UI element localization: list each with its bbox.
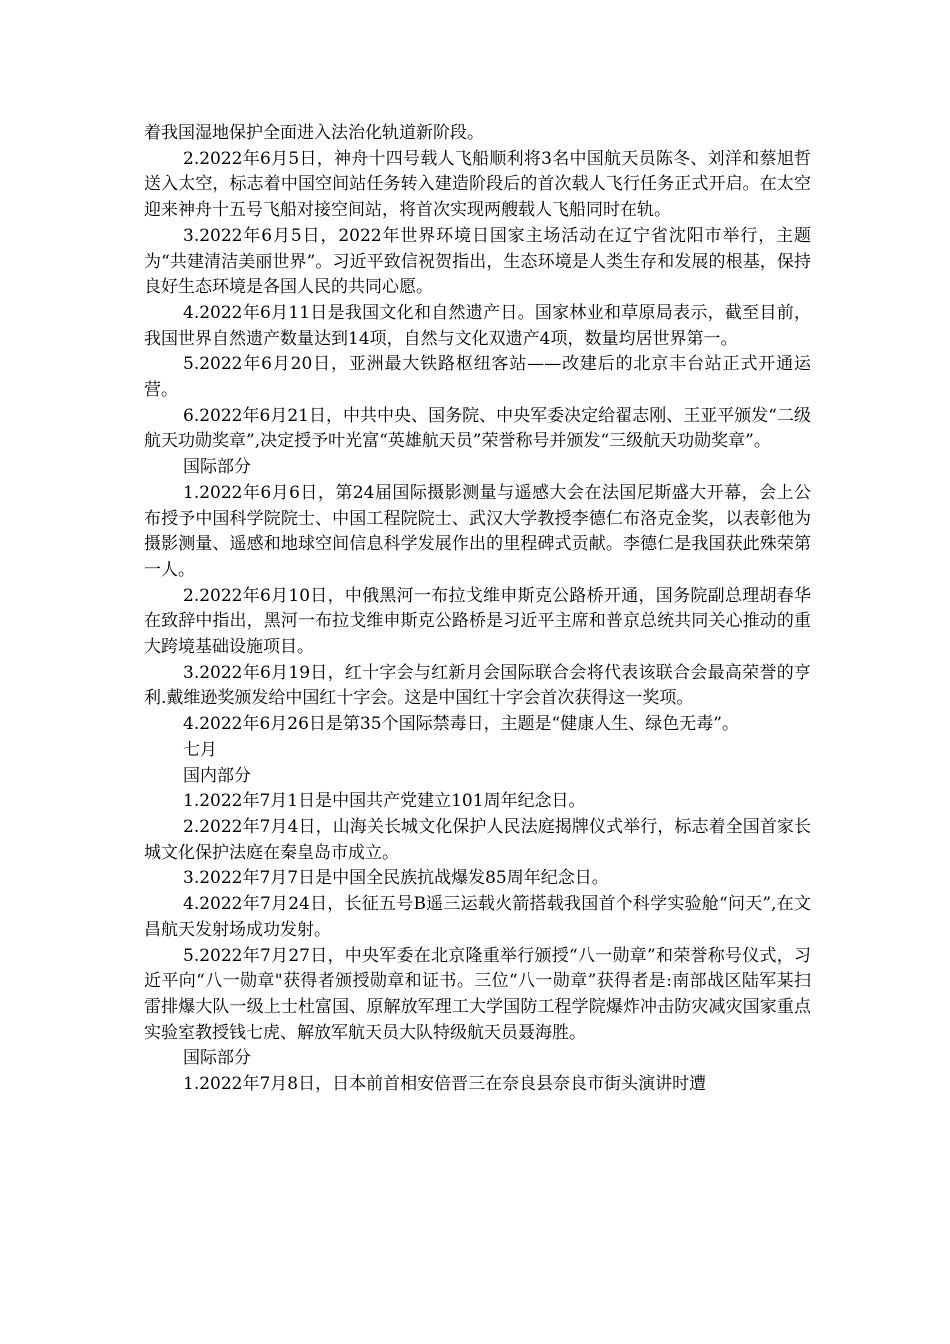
paragraph: 3.2022年6月19日，红十字会与红新月会国际联合会将代表该联合会最高荣誉的亨利.戴维逊奖颁发给中国红十字会。这是中国红十字会首次获得这一奖项。 (144, 662, 811, 709)
paragraph: 着我国湿地保护全面进入法治化轨道新阶段。 (144, 123, 484, 143)
paragraph: 1.2022年6月6日，第24届国际摄影测量与遥感大会在法国尼斯盛大开幕，会上公布授予中国科学院院士、中国工程院院士、武汉大学教授李德仁布洛克金奖，以表彰他为摄影测量、遥感和地球空间信息科学发展作出的里程碑式贡献。李德仁是我国获此殊荣第一人。 (144, 482, 811, 580)
section-heading: 国内部分 (183, 765, 251, 786)
paragraph: 2.2022年6月5日，神舟十四号载人飞船顺利将3名中国航天员陈冬、刘洋和蔡旭哲送入太空，标志着中国空间站任务转入建造阶段后的首次载人飞行任务正式开启。在太空迎来神舟十五号飞船对接空间站，将首次实现两艘载人飞船同时在轨。 (144, 148, 811, 221)
paragraph: 5.2022年7月27日，中央军委在北京隆重举行颁授“八一勋章”和荣誉称号仪式，习近平向“八一勋章"获得者颁授勋章和证书。三位“八一勋章”获得者是:南部战区陆军某扫雷排爆大队一级上士杜富国、原解放军理工大学国防工程学院爆炸冲击防灾减灾国家重点实验室教授钱七虎、解放军航天员大队特级航天员聂海胜。 (144, 945, 811, 1043)
paragraph: 1.2022年7月8日，日本前首相安倍晋三在奈良县奈良市街头演讲时遭 (183, 1074, 707, 1095)
paragraph: 3.2022年6月5日，2022年世界环境日国家主场活动在辽宁省沈阳市举行，主题为“共建清洁美丽世界”。习近平致信祝贺指出，生态环境是人类生存和发展的根基，保持良好生态环境是各国人民的共同心愿。 (144, 225, 811, 298)
paragraph: 4.2022年6月26日是第35个国际禁毒日，主题是“健康人生、绿色无毒”。 (183, 714, 739, 735)
paragraph: 2.2022年6月10日，中俄黑河一布拉戈维申斯克公路桥开通，国务院副总理胡春华在致辞中指出，黑河一布拉戈维申斯克公路桥是习近平主席和普京总统共同关心推动的重大跨境基础设施项目。 (144, 585, 811, 658)
paragraph: 1.2022年7月1日是中国共产党建立101周年纪念日。 (183, 791, 586, 812)
section-heading: 国际部分 (183, 457, 251, 478)
paragraph: 4.2022年7月24日，长征五号B遥三运载火箭搭载我国首个科学实验舱“问天”,在文昌航天发射场成功发射。 (144, 894, 811, 940)
month-heading: 七月 (183, 739, 217, 760)
section-heading: 国际部分 (183, 1048, 251, 1069)
paragraph: 6.2022年6月21日，中共中央、国务院、中央军委决定给翟志刚、王亚平颁发“二级航天功勋奖章”,决定授予叶光富“英雄航天员”荣誉称号并颁发“三级航天功勋奖章”。 (144, 405, 811, 452)
paragraph: 3.2022年7月7日是中国全民族抗战爆发85周年纪念日。 (183, 868, 609, 889)
document-body (144, 121, 811, 1098)
paragraph: 2.2022年7月4日，山海关长城文化保护人民法庭揭牌仪式举行，标志着全国首家长城文化保护法庭在秦皇岛市成立。 (144, 816, 811, 863)
paragraph: 5.2022年6月20日，亚洲最大铁路枢纽客站——改建后的北京丰台站正式开通运营。 (144, 354, 811, 401)
paragraph: 4.2022年6月11日是我国文化和自然遗产日。国家林业和草原局表示，截至目前，我国世界自然遗产数量达到14项，自然与文化双遗产4项，数量均居世界第一。 (144, 302, 811, 349)
